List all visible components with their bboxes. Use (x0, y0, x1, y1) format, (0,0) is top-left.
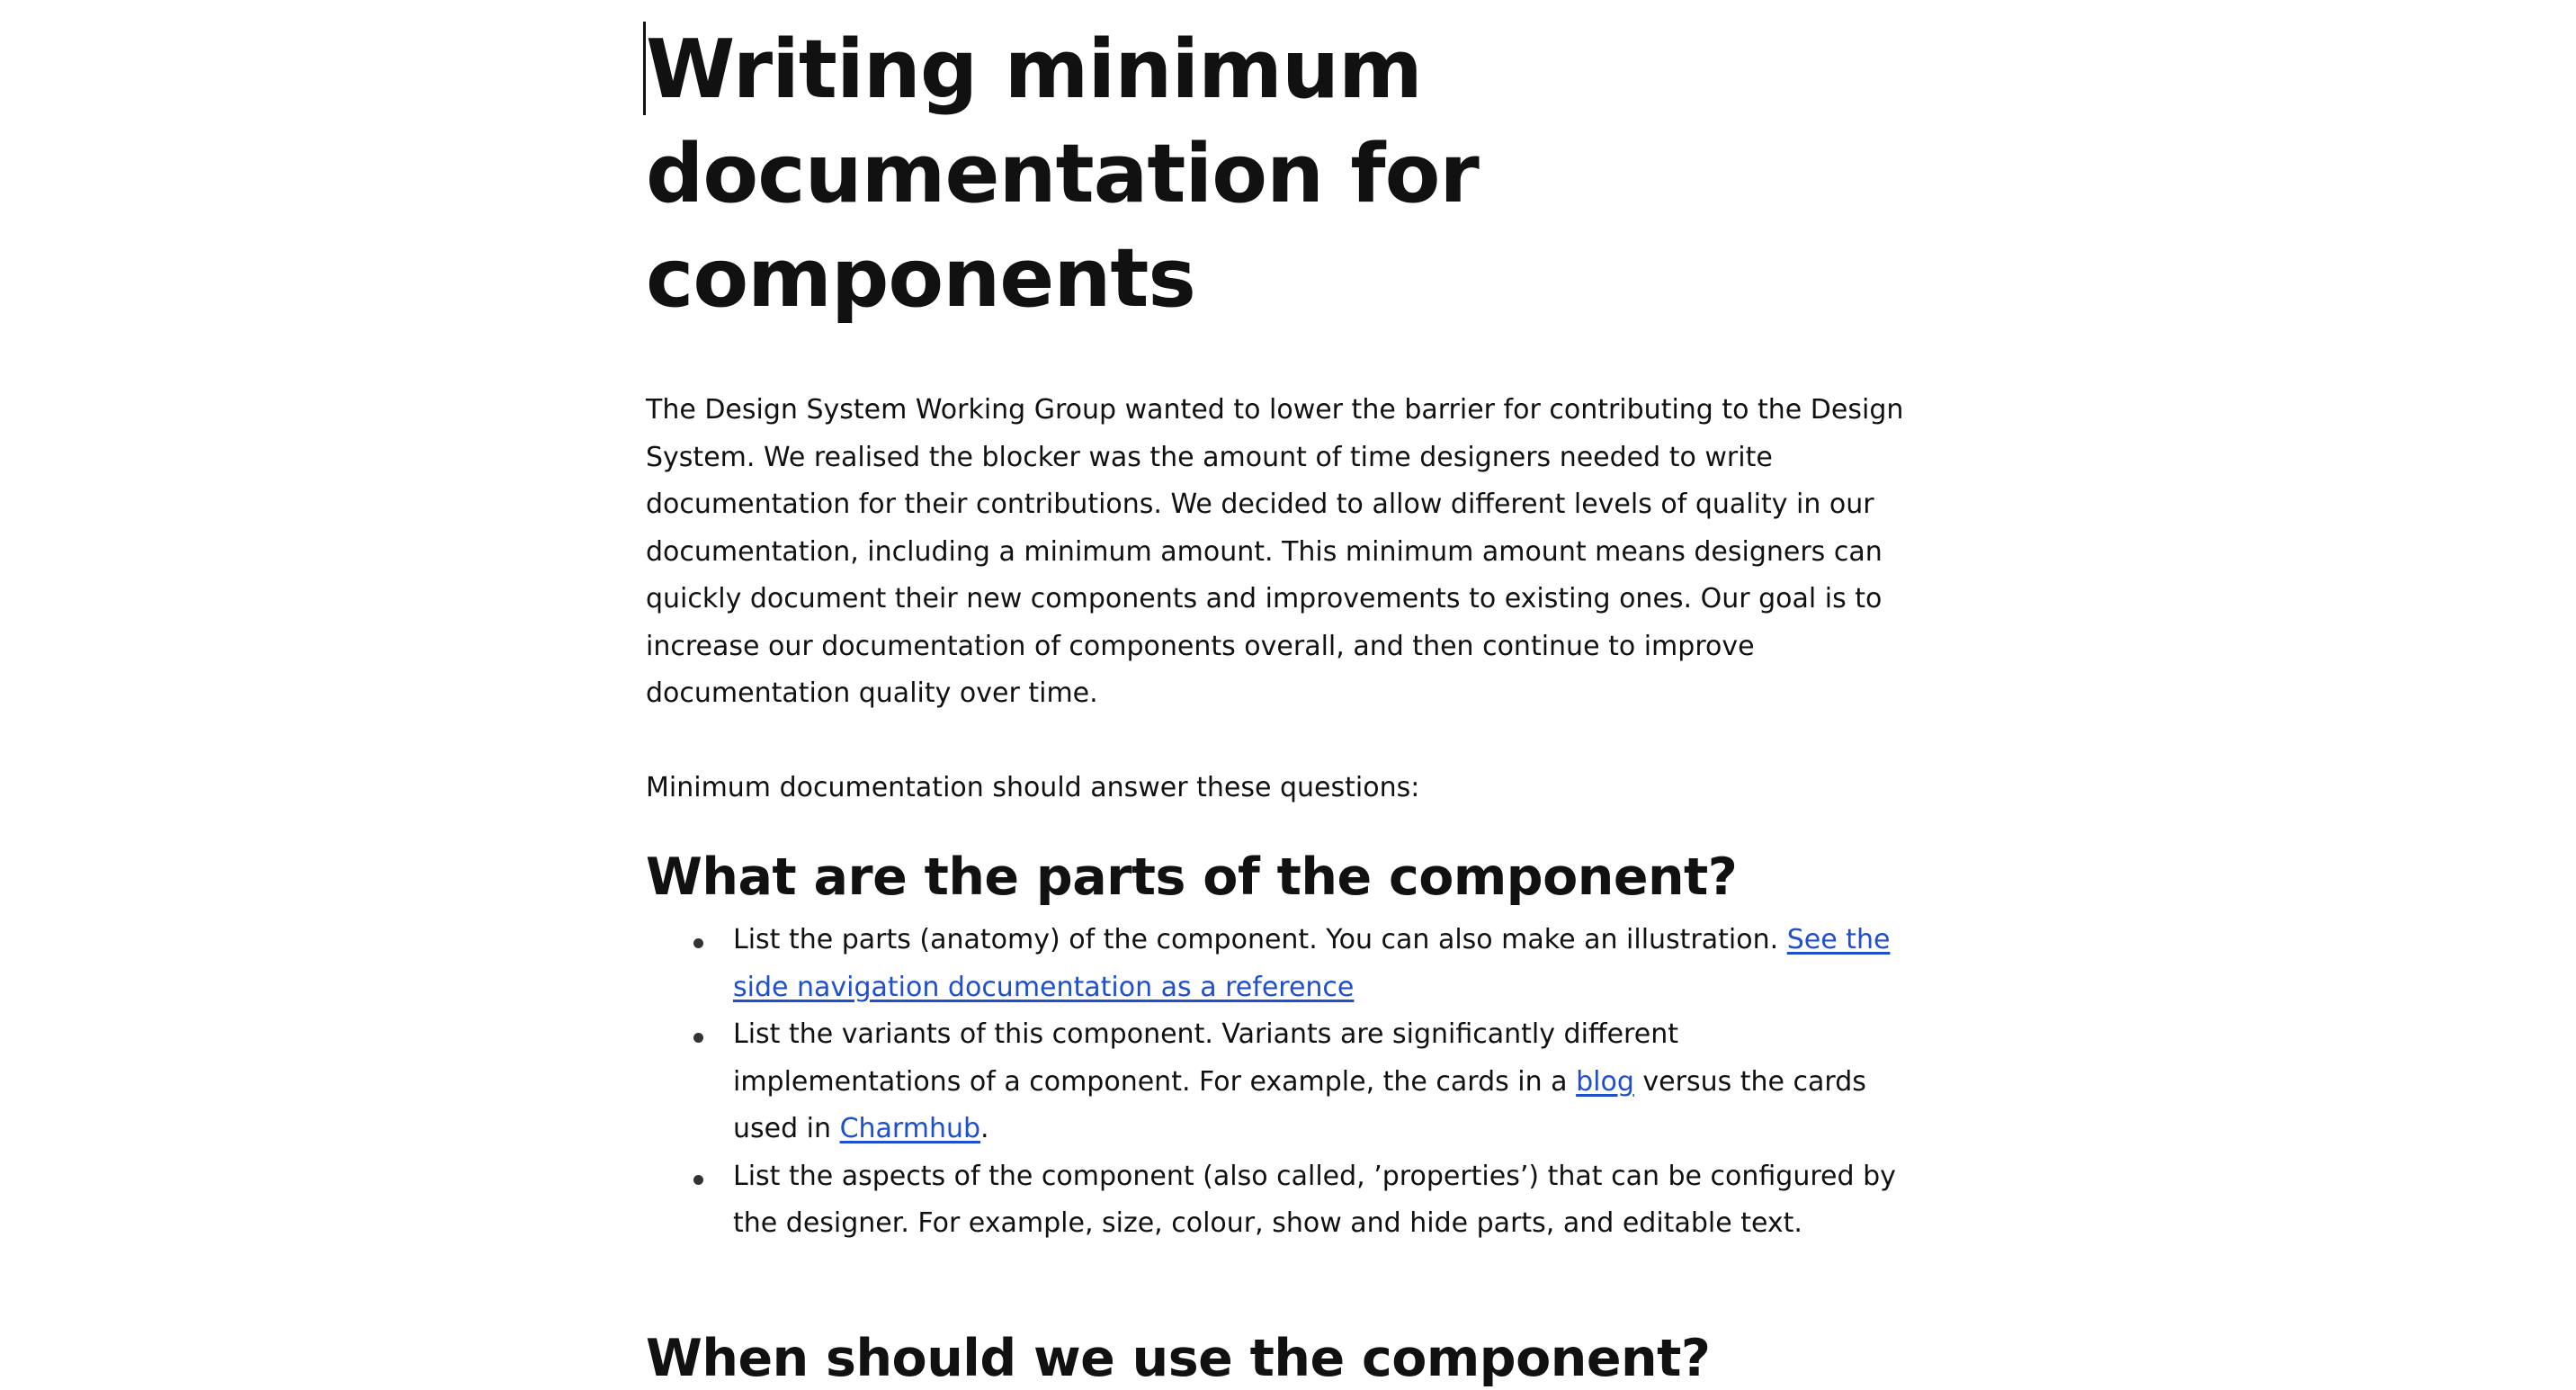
intro-paragraph: The Design System Working Group wanted to lower the barrier for contributing to the Design System. We realised the blocker was the amount of time designers needed to write documentation for their contributions. We decided to allow different levels of quality in our documentation, including a minimum amount. This minimum amount means designers can quickly document their new components and improvements to existing ones. Our goal is to increase our documentation of components overall, and then continue to improve documentation quality over time. (646, 394, 1904, 709)
list-item (733, 1011, 1905, 1153)
list-item-text: List the variants of this component. Variants are significantly different implementations of a component. For example, the cards in a (733, 1018, 1678, 1098)
list-item (733, 917, 1905, 1011)
list-item (733, 1153, 1905, 1248)
document-content (646, 0, 1905, 1390)
charmhub-link[interactable]: Charmhub (839, 1113, 981, 1144)
section-heading-usage: When should we use the component? (646, 1328, 1711, 1388)
parts-bullet-list (646, 917, 1905, 1248)
list-item-text: List the parts (anatomy) of the component. You can also make an illustration. (733, 924, 1787, 955)
list-item-text: . (980, 1113, 989, 1144)
page-title-text: Writing minimum documentation for components (646, 22, 1479, 326)
page-title[interactable] (646, 0, 1905, 331)
lead-in-paragraph: Minimum documentation should answer these questions: (646, 771, 1420, 803)
blog-link[interactable]: blog (1576, 1065, 1634, 1098)
list-item-text: List the aspects of the component (also called, ’properties’) that can be configured by the designer. For example, size, colour, show and hide parts, and editable text. (733, 1160, 1896, 1239)
section-heading-parts: What are the parts of the component? (646, 847, 1738, 907)
text-cursor (643, 22, 646, 115)
side-navigation-docs-link[interactable]: See the side navigation documentation as a reference (733, 924, 1891, 1003)
list-item-text: versus the cards used in (733, 1065, 1866, 1144)
